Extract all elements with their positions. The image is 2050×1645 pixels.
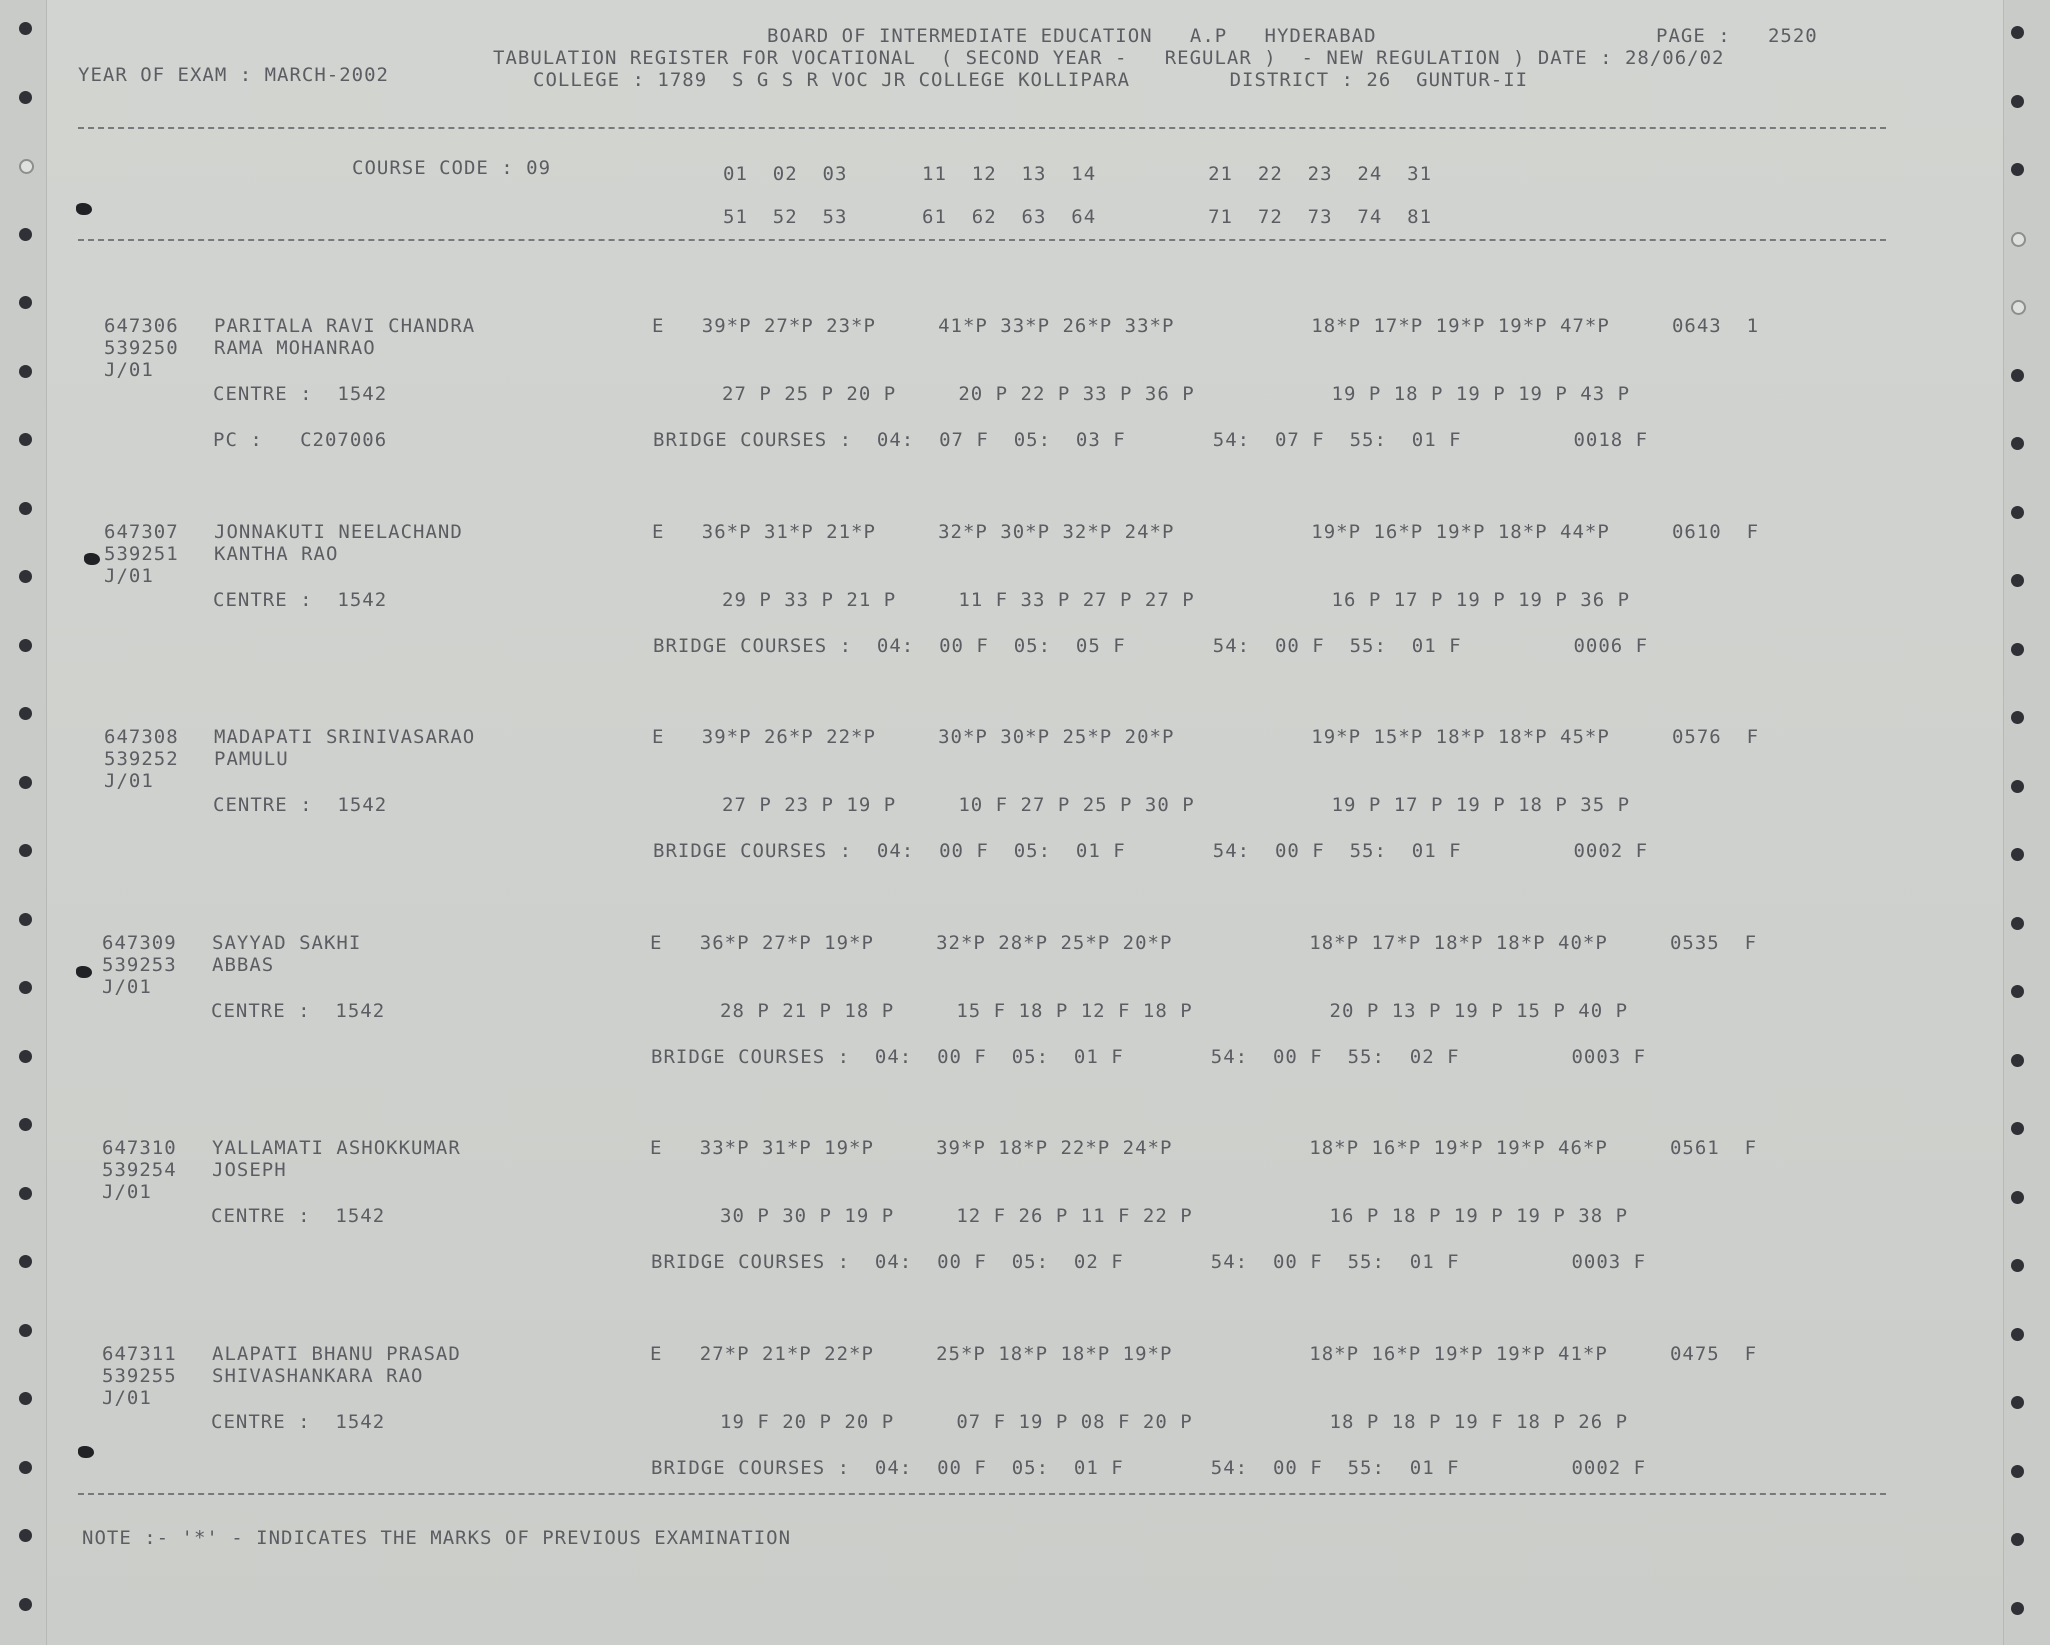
tractor-feed-hole xyxy=(19,1392,32,1405)
hall-ticket-number: 539251 xyxy=(104,543,179,565)
tractor-feed-hole xyxy=(19,776,32,789)
parent-name: KANTHA RAO xyxy=(214,543,339,565)
student-name: PARITALA RAVI CHANDRA xyxy=(214,315,476,337)
tractor-feed-hole xyxy=(2011,1328,2024,1341)
student-number: 647310 xyxy=(102,1137,177,1159)
bridge-courses: BRIDGE COURSES : 04: 00 F 05: 01 F 54: 00 F 55: 02 F 0003 F xyxy=(651,1046,1647,1068)
tractor-feed-hole xyxy=(19,1529,32,1542)
register-title: TABULATION REGISTER FOR VOCATIONAL ( SECOND YEAR - REGULAR ) - NEW REGULATION ) DATE : 28/06/02 xyxy=(493,47,1725,69)
ink-smudge xyxy=(78,1446,94,1458)
tractor-feed-hole xyxy=(19,296,32,309)
tractor-feed-hole xyxy=(2011,848,2024,861)
parent-name: PAMULU xyxy=(214,748,289,770)
tractor-feed-hole xyxy=(19,22,32,35)
tractor-feed-hole xyxy=(19,981,32,994)
tractor-feed-hole xyxy=(19,1187,32,1200)
bridge-courses: BRIDGE COURSES : 04: 00 F 05: 02 F 54: 00 F 55: 01 F 0003 F xyxy=(651,1251,1647,1273)
tractor-feed-hole xyxy=(19,159,34,174)
student-name: ALAPATI BHANU PRASAD xyxy=(212,1343,461,1365)
parent-name: ABBAS xyxy=(212,954,275,976)
tractor-feed-hole xyxy=(2011,1533,2024,1546)
tractor-feed-hole xyxy=(19,1324,32,1337)
tractor-feed-hole xyxy=(2011,711,2024,724)
tractor-feed-hole xyxy=(19,365,32,378)
tractor-feed-hole xyxy=(19,1050,32,1063)
tractor-feed-hole xyxy=(2011,437,2024,450)
centre: CENTRE : 1542 xyxy=(211,1411,386,1433)
marks-row-previous: E 33*P 31*P 19*P 39*P 18*P 22*P 24*P 18*P 16*P 19*P 19*P 46*P 0561 F xyxy=(650,1137,1758,1159)
marks-row-current: 27 P 25 P 20 P 20 P 22 P 33 P 36 P 19 P 18 P 19 P 19 P 43 P xyxy=(722,383,1631,405)
centre: CENTRE : 1542 xyxy=(211,1205,386,1227)
ink-smudge xyxy=(76,203,92,215)
marks-row-previous: E 36*P 31*P 21*P 32*P 30*P 32*P 24*P 19*P 16*P 19*P 18*P 44*P 0610 F xyxy=(652,521,1760,543)
group-code: J/01 xyxy=(104,359,154,381)
centre: CENTRE : 1542 xyxy=(213,589,388,611)
marks-row-current: 27 P 23 P 19 P 10 F 27 P 25 P 30 P 19 P 17 P 19 P 18 P 35 P xyxy=(722,794,1631,816)
tractor-feed-hole xyxy=(2011,1191,2024,1204)
tractor-feed-hole xyxy=(2011,232,2026,247)
pc-code: PC : C207006 xyxy=(213,429,388,451)
hall-ticket-number: 539253 xyxy=(102,954,177,976)
tractor-feed-hole xyxy=(19,1461,32,1474)
marks-row-current: 30 P 30 P 19 P 12 F 26 P 11 F 22 P 16 P 18 P 19 P 19 P 38 P xyxy=(720,1205,1629,1227)
tractor-feed-hole xyxy=(2011,1396,2024,1409)
student-name: YALLAMATI ASHOKKUMAR xyxy=(212,1137,461,1159)
tractor-feed-hole xyxy=(2011,95,2024,108)
tractor-feed-hole xyxy=(19,1598,32,1611)
tractor-feed-hole xyxy=(19,913,32,926)
tractor-feed-hole xyxy=(19,844,32,857)
right-tractor-feed-strip xyxy=(2003,0,2050,1645)
tractor-feed-hole xyxy=(2011,1602,2024,1615)
board-title: BOARD OF INTERMEDIATE EDUCATION A.P HYDERABAD xyxy=(767,25,1377,47)
course-code-label: COURSE CODE : 09 xyxy=(352,157,552,179)
tractor-feed-hole xyxy=(2011,369,2024,382)
column-header-divider xyxy=(78,239,1886,241)
tractor-feed-hole xyxy=(19,707,32,720)
tractor-feed-hole xyxy=(2011,780,2024,793)
bridge-courses: BRIDGE COURSES : 04: 07 F 05: 03 F 54: 07 F 55: 01 F 0018 F xyxy=(653,429,1649,451)
student-number: 647308 xyxy=(104,726,179,748)
marks-row-previous: E 27*P 21*P 22*P 25*P 18*P 18*P 19*P 18*P 16*P 19*P 19*P 41*P 0475 F xyxy=(650,1343,1758,1365)
student-name: SAYYAD SAKHI xyxy=(212,932,362,954)
hall-ticket-number: 539250 xyxy=(104,337,179,359)
tractor-feed-hole xyxy=(2011,300,2026,315)
tractor-feed-hole xyxy=(19,1255,32,1268)
marks-row-current: 29 P 33 P 21 P 11 F 33 P 27 P 27 P 16 P 17 P 19 P 19 P 36 P xyxy=(722,589,1631,611)
tractor-feed-hole xyxy=(19,91,32,104)
hall-ticket-number: 539254 xyxy=(102,1159,177,1181)
tractor-feed-hole xyxy=(2011,574,2024,587)
tractor-feed-hole xyxy=(2011,643,2024,656)
parent-name: SHIVASHANKARA RAO xyxy=(212,1365,424,1387)
tractor-feed-hole xyxy=(2011,917,2024,930)
tractor-feed-hole xyxy=(2011,26,2024,39)
group-code: J/01 xyxy=(102,1181,152,1203)
subject-codes-row-2: 51 52 53 61 62 63 64 71 72 73 74 81 xyxy=(723,206,1433,228)
header-divider xyxy=(78,127,1886,129)
marks-row-previous: E 39*P 26*P 22*P 30*P 30*P 25*P 20*P 19*P 15*P 18*P 18*P 45*P 0576 F xyxy=(652,726,1760,748)
centre: CENTRE : 1542 xyxy=(211,1000,386,1022)
student-number: 647307 xyxy=(104,521,179,543)
tractor-feed-hole xyxy=(19,639,32,652)
group-code: J/01 xyxy=(102,976,152,998)
tractor-feed-hole xyxy=(2011,1054,2024,1067)
tractor-feed-hole xyxy=(19,1118,32,1131)
footnote: NOTE :- '*' - INDICATES THE MARKS OF PREVIOUS EXAMINATION xyxy=(82,1527,792,1549)
tractor-feed-hole xyxy=(19,228,32,241)
centre: CENTRE : 1542 xyxy=(213,794,388,816)
page-number: PAGE : 2520 xyxy=(1656,25,1818,47)
marks-row-current: 19 F 20 P 20 P 07 F 19 P 08 F 20 P 18 P 18 P 19 F 18 P 26 P xyxy=(720,1411,1629,1433)
bridge-courses: BRIDGE COURSES : 04: 00 F 05: 05 F 54: 00 F 55: 01 F 0006 F xyxy=(653,635,1649,657)
student-name: MADAPATI SRINIVASARAO xyxy=(214,726,476,748)
marks-row-previous: E 39*P 27*P 23*P 41*P 33*P 26*P 33*P 18*P 17*P 19*P 19*P 47*P 0643 1 xyxy=(652,315,1760,337)
student-name: JONNAKUTI NEELACHAND xyxy=(214,521,463,543)
centre: CENTRE : 1542 xyxy=(213,383,388,405)
college-line: COLLEGE : 1789 S G S R VOC JR COLLEGE KOLLIPARA DISTRICT : 26 GUNTUR-II xyxy=(533,69,1529,91)
bridge-courses: BRIDGE COURSES : 04: 00 F 05: 01 F 54: 00 F 55: 01 F 0002 F xyxy=(651,1457,1647,1479)
footer-divider xyxy=(78,1493,1886,1495)
tractor-feed-hole xyxy=(2011,1465,2024,1478)
hall-ticket-number: 539252 xyxy=(104,748,179,770)
marks-row-previous: E 36*P 27*P 19*P 32*P 28*P 25*P 20*P 18*P 17*P 18*P 18*P 40*P 0535 F xyxy=(650,932,1758,954)
tractor-feed-hole xyxy=(2011,985,2024,998)
group-code: J/01 xyxy=(104,565,154,587)
tractor-feed-hole xyxy=(19,502,32,515)
tractor-feed-hole xyxy=(19,570,32,583)
tractor-feed-hole xyxy=(2011,1259,2024,1272)
tractor-feed-hole xyxy=(2011,1122,2024,1135)
student-number: 647309 xyxy=(102,932,177,954)
tractor-feed-hole xyxy=(2011,506,2024,519)
group-code: J/01 xyxy=(104,770,154,792)
group-code: J/01 xyxy=(102,1387,152,1409)
student-number: 647306 xyxy=(104,315,179,337)
ink-smudge xyxy=(84,553,100,565)
parent-name: JOSEPH xyxy=(212,1159,287,1181)
ink-smudge xyxy=(76,966,92,978)
tractor-feed-hole xyxy=(19,433,32,446)
marks-row-current: 28 P 21 P 18 P 15 F 18 P 12 F 18 P 20 P 13 P 19 P 15 P 40 P xyxy=(720,1000,1629,1022)
parent-name: RAMA MOHANRAO xyxy=(214,337,376,359)
student-number: 647311 xyxy=(102,1343,177,1365)
subject-codes-row-1: 01 02 03 11 12 13 14 21 22 23 24 31 xyxy=(723,163,1433,185)
bridge-courses: BRIDGE COURSES : 04: 00 F 05: 01 F 54: 00 F 55: 01 F 0002 F xyxy=(653,840,1649,862)
tractor-feed-hole xyxy=(2011,163,2024,176)
year-of-exam: YEAR OF EXAM : MARCH-2002 xyxy=(78,64,389,86)
hall-ticket-number: 539255 xyxy=(102,1365,177,1387)
